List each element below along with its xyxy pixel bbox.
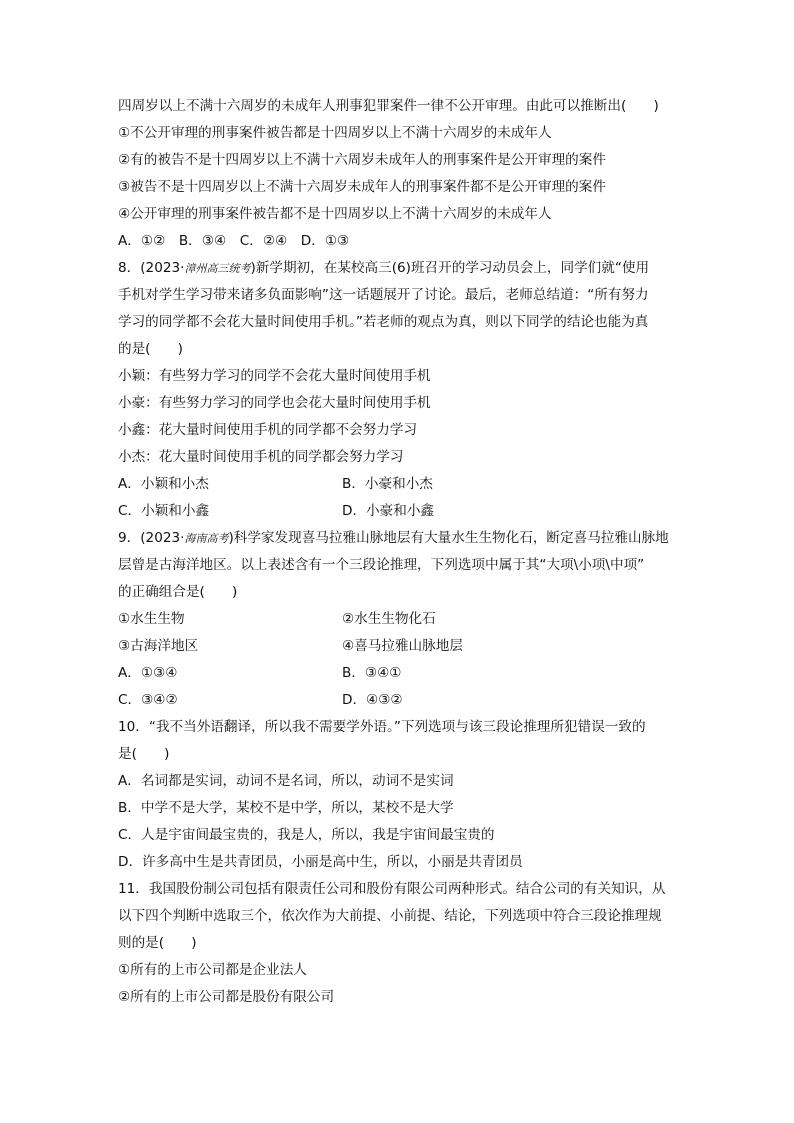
q9-stem-line-1: 9．(2023·海南高考)科学家发现喜马拉雅山脉地层有大量水生生物化石，断定喜马拉雅山脉地 xyxy=(118,530,669,546)
q11-stem-line-3: 则的是( ) xyxy=(118,935,197,951)
q9-stem-line-3: 的正确组合是( ) xyxy=(118,584,238,600)
q7-option-2: ②有的被告不是十四周岁以上不满十六周岁未成年人的刑事案件是公开审理的案件 xyxy=(118,152,606,168)
q8-statement-3: 小鑫：花大量时间使用手机的同学都不会努力学习 xyxy=(118,422,418,438)
q8-stem-line-4: 的是( ) xyxy=(118,341,183,357)
q9-source: 海南高考 xyxy=(184,532,229,545)
q7-stem-continued: 四周岁以上不满十六周岁的未成年人刑事犯罪案件一律不公开审理。由此可以推断出( ) xyxy=(118,98,659,114)
q8-choices-ab xyxy=(118,471,688,498)
q7-choices: A．①② B．③④ C．②④ D．①③ xyxy=(118,233,350,249)
q7-option-1: ①不公开审理的刑事案件被告都是十四周岁以上不满十六周岁的未成年人 xyxy=(118,125,552,141)
q9-choice-a: A．①③④ xyxy=(118,665,178,681)
q9-number: 9．(2023· xyxy=(118,530,185,546)
q8-number: 8．(2023· xyxy=(118,260,185,276)
document-page xyxy=(118,93,688,1011)
q10-stem-line-2: 是( ) xyxy=(118,746,170,762)
q9-choice-c: C．③④② xyxy=(118,692,178,708)
q9-options-12 xyxy=(118,606,688,633)
q9-option-1: ①水生生物 xyxy=(118,611,185,627)
q8-stem-line-1: 8．(2023·漳州高三统考)新学期初，在某校高三(6)班召开的学习动员会上，同学们就“使用 xyxy=(118,260,650,276)
q11-option-1: ①所有的上市公司都是企业法人 xyxy=(118,962,307,978)
q11-stem-line-1: 11．我国股份制公司包括有限责任公司和股份有限公司两种形式。结合公司的有关知识，从 xyxy=(118,881,666,897)
q8-stem-line-2: 手机对学生学习带来诸多负面影响”这一话题展开了讨论。最后，老师总结道：“所有努力 xyxy=(118,287,649,303)
q9-choices-ab xyxy=(118,660,688,687)
q10-stem-line-1: 10．“我不当外语翻译，所以我不需要学外语。”下列选项与该三段论推理所犯错误一致的 xyxy=(118,719,646,735)
q10-choice-a: A．名词都是实词，动词不是名词，所以，动词不是实词 xyxy=(118,773,454,789)
q10-choice-b: B．中学不是大学，某校不是中学，所以，某校不是大学 xyxy=(118,800,454,816)
q8-choices-cd xyxy=(118,498,688,525)
q11-option-2: ②所有的上市公司都是股份有限公司 xyxy=(118,989,335,1005)
q9-stem-line-2: 层曾是古海洋地区。以上表述含有一个三段论推理，下列选项中属于其“大项\小项\中项” xyxy=(118,557,645,573)
q9-options-34 xyxy=(118,633,688,660)
q8-source: 漳州高三统考 xyxy=(184,262,251,275)
q10-choice-d: D．许多高中生是共青团员，小丽是高中生，所以，小丽是共青团员 xyxy=(118,854,523,870)
q8-stem-line-3: 学习的同学都不会花大量时间使用手机。”若老师的观点为真，则以下同学的结论也能为真 xyxy=(118,314,649,330)
q8-statement-4: 小杰：花大量时间使用手机的同学都会努力学习 xyxy=(118,449,404,465)
q9-choice-b: B．③④① xyxy=(342,665,402,681)
q8-choice-c: C．小颖和小鑫 xyxy=(118,503,210,519)
q8-choice-d: D．小豪和小鑫 xyxy=(342,503,435,519)
q10-choice-c: C．人是宇宙间最宝贵的，我是人，所以，我是宇宙间最宝贵的 xyxy=(118,827,495,843)
q9-option-4: ④喜马拉雅山脉地层 xyxy=(342,638,463,654)
q8-choice-b: B．小豪和小杰 xyxy=(342,476,433,492)
q11-stem-line-2: 以下四个判断中选取三个，依次作为大前提、小前提、结论，下列选项中符合三段论推理规 xyxy=(118,908,662,924)
q9-option-3: ③古海洋地区 xyxy=(118,638,199,654)
q7-option-3: ③被告不是十四周岁以上不满十六周岁未成年人的刑事案件都不是公开审理的案件 xyxy=(118,179,606,195)
q8-statement-1: 小颖：有些努力学习的同学不会花大量时间使用手机 xyxy=(118,368,431,384)
q8-statement-2: 小豪：有些努力学习的同学也会花大量时间使用手机 xyxy=(118,395,431,411)
q9-option-2: ②水生生物化石 xyxy=(342,611,436,627)
q7-option-4: ④公开审理的刑事案件被告都不是十四周岁以上不满十六周岁的未成年人 xyxy=(118,206,552,222)
q9-choices-cd xyxy=(118,687,688,714)
q8-choice-a: A．小颖和小杰 xyxy=(118,476,209,492)
q9-choice-d: D．④③② xyxy=(342,692,403,708)
